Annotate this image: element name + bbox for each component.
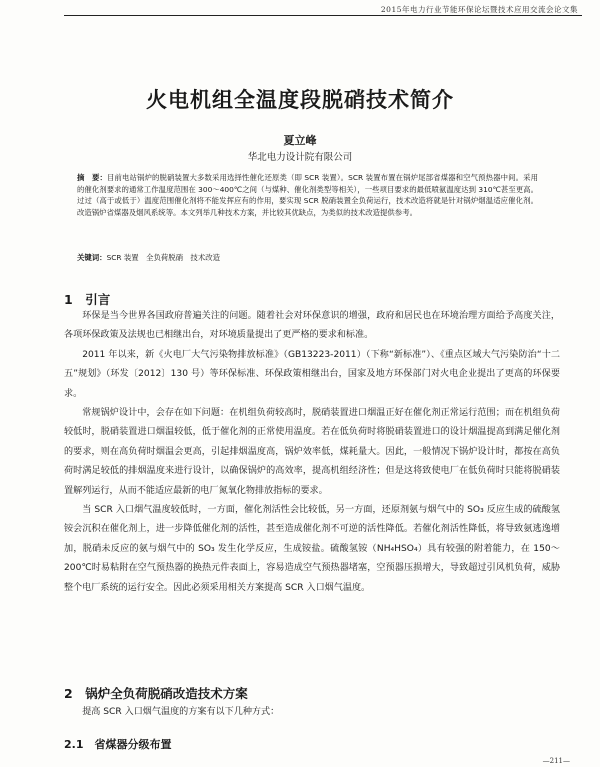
running-head: 2015年电力行业节能环保论坛暨技术应用交流会论文集	[380, 5, 578, 14]
page-number: —211—	[542, 757, 570, 765]
keywords-text: SCR 装置 全负荷脱硝 技术改造	[106, 253, 220, 262]
section-heading-introduction: 1 引言	[64, 292, 111, 307]
author-affiliation: 华北电力设计院有限公司	[247, 152, 353, 163]
section-introduction-body	[64, 307, 560, 598]
paragraph: 提高 SCR 入口烟气温度的方案有以下几种方式：	[82, 707, 280, 717]
paragraph: 常规锅炉设计中，会存在如下问题：在机组负荷较高时，脱硝装置进口烟温正好在催化剂正常运行范围；而在机组负荷较低时，脱硝装置进口烟温较低，低于催化剂的正常使用温度。若在低负荷时将脱硝装置进口的设计烟温提高到满足催化剂的要求，则在高负荷时烟温会更高，引起排烟温度高，锅炉效率低，煤耗量大。因此，一般情况下锅炉设计时，都按在高负荷时满足较低的排烟温度来进行设计，以确保锅炉的高效率，提高机组经济性；但是这将致使电厂在低负荷时只能将脱硝装置解列运行，从而不能适应最新的电厂氮氧化物排放指标的要求。	[64, 408, 560, 496]
header-rule	[64, 15, 582, 16]
keywords-label: 关键词：	[77, 253, 107, 262]
section-heading-retrofit: 2 锅炉全负荷脱硝改造技术方案	[64, 686, 248, 701]
abstract	[77, 172, 538, 218]
paper-title: 火电机组全温度段脱硝技术简介	[146, 88, 454, 112]
author-name: 夏立峰	[283, 134, 317, 147]
abstract-label: 摘 要：	[77, 173, 107, 182]
keywords	[77, 252, 538, 263]
paragraph: 当 SCR 入口烟气温度较低时，一方面，催化剂活性会比较低，另一方面，还原剂氨与烟气中的 SO₃ 反应生成的硫酸氢铵会沉积在催化剂上，进一步降低催化剂的活性，甚至造成催化剂不可逆的活性降低。若催化剂活性降低，将导致氨逃逸增加，脱硝未反应的氨与烟气中的 SO₃ 发生化学反应，生成铵盐。硫酸氢铵（NH₄HSO₄）具有较强的附着能力，在 150～200℃时易粘附在空气预热器的换热元件表面上，容易造成空气预热器堵塞，空预器压损增大，导致超过引风机负荷，威胁整个电厂系统的运行安全。因此必须采用相关方案提高 SCR 入口烟气温度。	[64, 505, 560, 593]
abstract-text: 目前电站锅炉的脱硝装置大多数采用选择性催化还原类（即 SCR 装置）。SCR 装置布置在锅炉尾部省煤器和空气预热器中间。采用的催化剂要求的通常工作温度范围在 300～400℃之间（与煤种、催化剂类型等相关），一些项目要求的最低喷氨温度达到 310℃甚至更高。过过（高于或低于）温度范围催化剂将不能发挥应有的作用，要实现 SCR 脱硝装置全负荷运行，技术改造将就是针对锅炉烟温适应催化剂。改造锅炉省煤器及烟风系统等。本文列举几种技术方案，并比较其优缺点，为类似的技术改造提供参考。	[77, 173, 538, 217]
section-retrofit-body	[64, 703, 560, 722]
subsection-heading: 2.1 省煤器分级布置	[64, 738, 172, 751]
paragraph: 2011 年以来，新《火电厂大气污染物排放标准》（GB13223-2011）（下称“新标准”）、《重点区域大气污染防治“十二五”规划》（环发〔2012〕130 号）等环保标准、环保政策相继出台，国家及地方环保部门对火电企业提出了更高的环保要求。	[64, 349, 560, 399]
paragraph: 环保是当今世界各国政府普遍关注的问题。随着社会对环保意识的增强，政府和居民也在环境治理方面给予高度关注，各项环保政策及法规也已相继出台，对环境质量提出了更严格的要求和标准。	[64, 311, 560, 341]
